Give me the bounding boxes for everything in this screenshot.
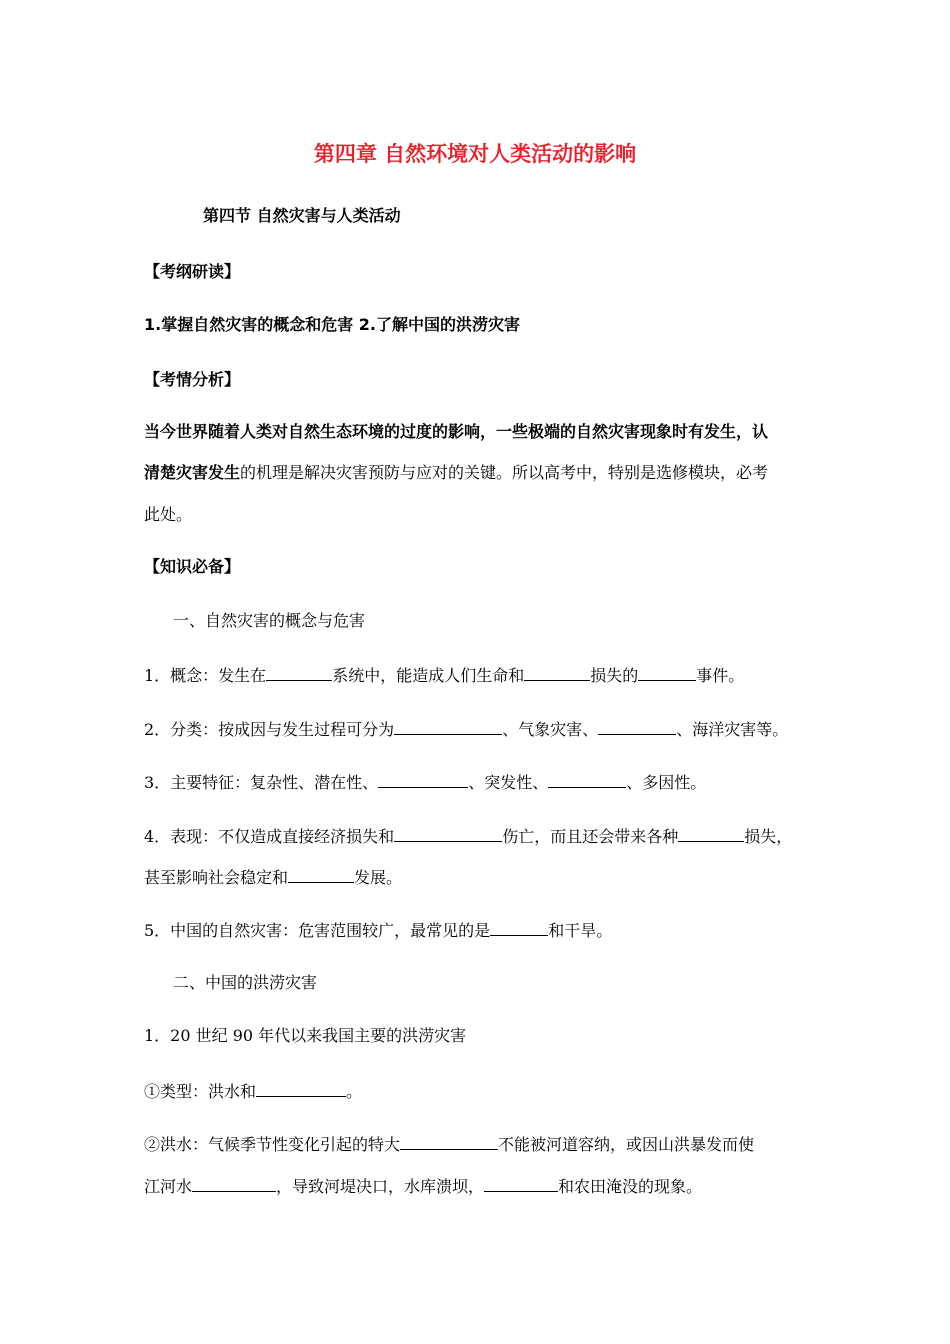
exam-analysis-line2-bold: 清楚灾害发生 — [144, 463, 241, 482]
fill-blank[interactable] — [490, 919, 548, 936]
fill-blank[interactable] — [548, 771, 626, 788]
fill-blank[interactable] — [484, 1175, 558, 1192]
part1-title: 一、自然灾害的概念与危害 — [173, 611, 366, 630]
part2-item-1: 1．20 世纪 90 年代以来我国主要的洪涝灾害 — [144, 1026, 467, 1045]
fill-blank[interactable] — [678, 825, 744, 842]
item-3-text-c: 、多因性。 — [626, 773, 707, 792]
item-1 — [144, 664, 744, 686]
knowledge-heading: 【知识必备】 — [144, 557, 241, 576]
item-3-text-b: 、突发性、 — [468, 773, 549, 792]
item-1-text-b: 系统中，能造成人们生命和 — [332, 666, 525, 685]
exam-outline-content: 1.掌握自然灾害的概念和危害 2.了解中国的洪涝灾害 — [144, 315, 520, 334]
item-5-text-b: 和干旱。 — [548, 921, 613, 940]
fill-blank[interactable] — [288, 866, 354, 883]
item-2-text-a: 2．分类：按成因与发生过程可分为 — [144, 720, 395, 739]
item-1-text-a: 1．概念：发生在 — [144, 666, 267, 685]
fill-blank[interactable] — [638, 664, 696, 681]
fill-blank[interactable] — [378, 771, 468, 788]
sub-item-1-text-b: 。 — [346, 1082, 363, 1101]
item-4 — [144, 825, 792, 847]
sub-item-2-text-a: ②洪水：气候季节性变化引起的特大 — [144, 1135, 401, 1154]
sub-item-1 — [144, 1080, 362, 1102]
exam-analysis-line3: 此处。 — [144, 505, 193, 524]
fill-blank[interactable] — [524, 664, 590, 681]
sub-item-2-text-e: 和农田淹没的现象。 — [558, 1177, 703, 1196]
fill-blank[interactable] — [394, 718, 502, 735]
part2-title: 二、中国的洪涝灾害 — [173, 973, 318, 992]
sub-item-2-cont — [144, 1175, 702, 1197]
item-2-text-b: 、气象灾害、 — [502, 720, 599, 739]
sub-item-2 — [144, 1133, 754, 1155]
sub-item-1-text-a: ①类型：洪水和 — [144, 1082, 257, 1101]
sub-item-2-text-b: 不能被河道容纳，或因山洪暴发而使 — [498, 1135, 755, 1154]
sub-item-2-text-d: ，导致河堤决口，水库溃坝， — [276, 1177, 485, 1196]
fill-blank[interactable] — [598, 718, 676, 735]
fill-blank[interactable] — [266, 664, 332, 681]
exam-outline-heading: 【考纲研读】 — [144, 262, 241, 281]
fill-blank[interactable] — [394, 825, 502, 842]
item-2 — [144, 718, 788, 740]
exam-analysis-line2 — [144, 463, 768, 483]
item-2-text-c: 、海洋灾害等。 — [676, 720, 789, 739]
fill-blank[interactable] — [400, 1133, 498, 1150]
item-3-text-a: 3．主要特征：复杂性、潜在性、 — [144, 773, 379, 792]
item-4-cont — [144, 866, 402, 888]
item-1-text-c: 损失的 — [590, 666, 639, 685]
item-1-text-d: 事件。 — [696, 666, 745, 685]
fill-blank[interactable] — [192, 1175, 276, 1192]
exam-analysis-line2-rest: 的机理是解决灾害预防与应对的关键。所以高考中，特别是选修模块，必考 — [240, 463, 769, 482]
exam-analysis-line1: 当今世界随着人类对自然生态环境的过度的影响，一些极端的自然灾害现象时有发生，认 — [144, 422, 769, 441]
item-4-text-e: 发展。 — [354, 868, 403, 887]
section-title: 第四节 自然灾害与人类活动 — [203, 206, 401, 225]
item-5 — [144, 919, 612, 941]
item-4-text-b: 伤亡，而且还会带来各种 — [502, 827, 679, 846]
item-4-text-d: 甚至影响社会稳定和 — [144, 868, 289, 887]
item-4-text-a: 4．表现：不仅造成直接经济损失和 — [144, 827, 395, 846]
item-5-text-a: 5．中国的自然灾害：危害范围较广，最常见的是 — [144, 921, 491, 940]
exam-analysis-heading: 【考情分析】 — [144, 370, 241, 389]
item-4-text-c: 损失， — [744, 827, 793, 846]
sub-item-2-text-c: 江河水 — [144, 1177, 193, 1196]
item-3 — [144, 771, 706, 793]
chapter-title: 第四章 自然环境对人类活动的影响 — [313, 142, 637, 166]
fill-blank[interactable] — [256, 1080, 346, 1097]
